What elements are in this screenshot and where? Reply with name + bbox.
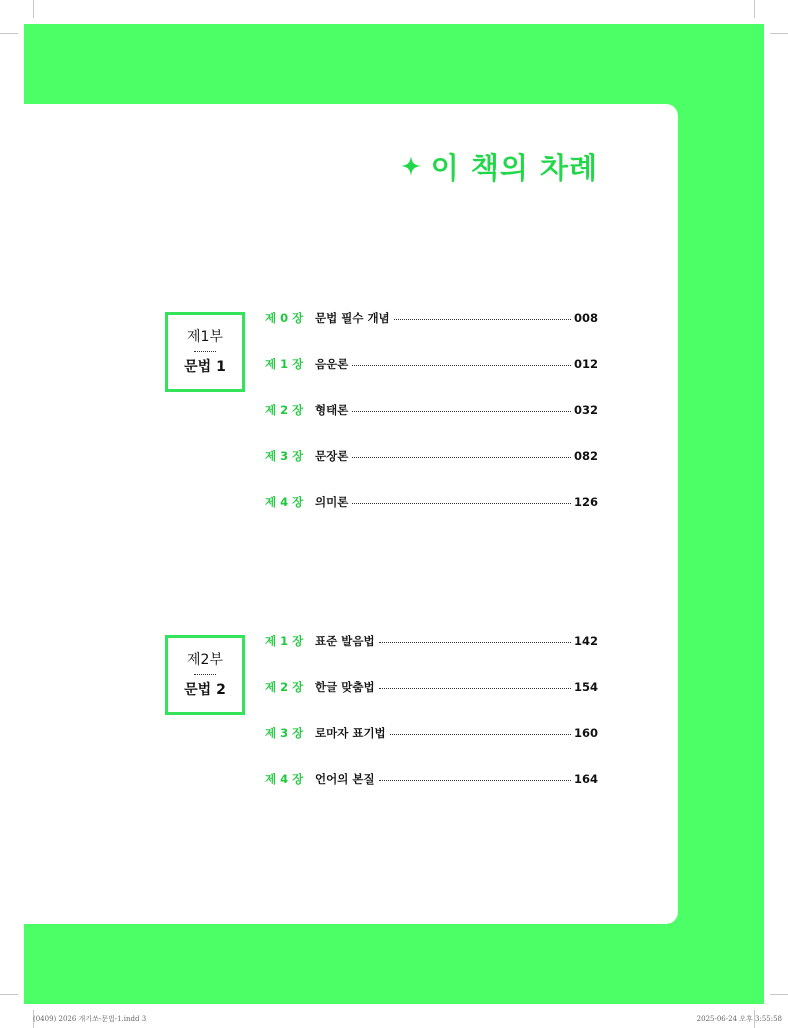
chapter-number: 제 4 장 [265, 495, 304, 509]
crop-mark [754, 0, 755, 18]
footer-file-info: (0409) 2026 개기쏘-문법-1.indd 3 [33, 1015, 147, 1023]
toc-entry[interactable] [265, 725, 598, 741]
chapter-number: 제 0 장 [265, 311, 304, 325]
part-name: 문법 2 [184, 682, 226, 698]
page-number: 142 [573, 634, 598, 648]
toc-entry[interactable] [265, 310, 598, 326]
page-title [401, 146, 598, 186]
page-number: 082 [573, 449, 598, 463]
toc-entry[interactable] [265, 448, 598, 464]
crop-mark [770, 994, 788, 995]
chapter-number: 제 4 장 [265, 772, 304, 786]
part-name: 문법 1 [184, 359, 226, 375]
chapter-title: 형태론 [315, 403, 349, 417]
toc-entry[interactable] [265, 771, 598, 787]
toc-entry[interactable] [265, 494, 598, 510]
toc-entry[interactable] [265, 633, 598, 649]
part-label: 제1부 [187, 329, 223, 345]
crop-mark [770, 33, 788, 34]
chapter-number: 제 1 장 [265, 634, 304, 648]
page-title-text: 이 책의 차례 [430, 150, 598, 185]
dotted-divider [194, 351, 216, 352]
four-point-star-icon [401, 156, 421, 176]
chapter-title: 의미론 [315, 495, 349, 509]
toc-entry[interactable] [265, 356, 598, 372]
dot-leader [390, 734, 571, 735]
toc-entry[interactable] [265, 402, 598, 418]
page-number: 154 [573, 680, 598, 694]
content-card [24, 104, 678, 924]
chapter-title: 음운론 [315, 357, 349, 371]
crop-mark [0, 994, 18, 995]
part-box-2 [165, 635, 245, 715]
chapter-title: 로마자 표기법 [315, 726, 386, 740]
part-box-1 [165, 312, 245, 392]
toc-entry[interactable] [265, 679, 598, 695]
dot-leader [379, 688, 571, 689]
page-number: 126 [573, 495, 598, 509]
page-number: 160 [573, 726, 598, 740]
footer-timestamp: 2025-06-24 오후 3:55:58 [696, 1015, 782, 1023]
crop-mark [0, 33, 18, 34]
crop-mark [33, 0, 34, 18]
page-number: 008 [573, 311, 598, 325]
page-number: 164 [573, 772, 598, 786]
chapter-title: 문법 필수 개념 [315, 311, 390, 325]
dot-leader [352, 457, 571, 458]
dotted-divider [194, 674, 216, 675]
chapter-number: 제 3 장 [265, 726, 304, 740]
chapter-title: 언어의 본질 [315, 772, 375, 786]
dot-leader [394, 319, 571, 320]
chapter-title: 문장론 [315, 449, 349, 463]
chapter-title: 표준 발음법 [315, 634, 375, 648]
chapter-number: 제 2 장 [265, 680, 304, 694]
dot-leader [379, 642, 571, 643]
dot-leader [352, 411, 571, 412]
dot-leader [352, 503, 571, 504]
page-number: 012 [573, 357, 598, 371]
chapter-number: 제 3 장 [265, 449, 304, 463]
dot-leader [352, 365, 571, 366]
page-number: 032 [573, 403, 598, 417]
chapter-title: 한글 맞춤법 [315, 680, 375, 694]
part-label: 제2부 [187, 652, 223, 668]
dot-leader [379, 780, 571, 781]
chapter-number: 제 1 장 [265, 357, 304, 371]
chapter-number: 제 2 장 [265, 403, 304, 417]
